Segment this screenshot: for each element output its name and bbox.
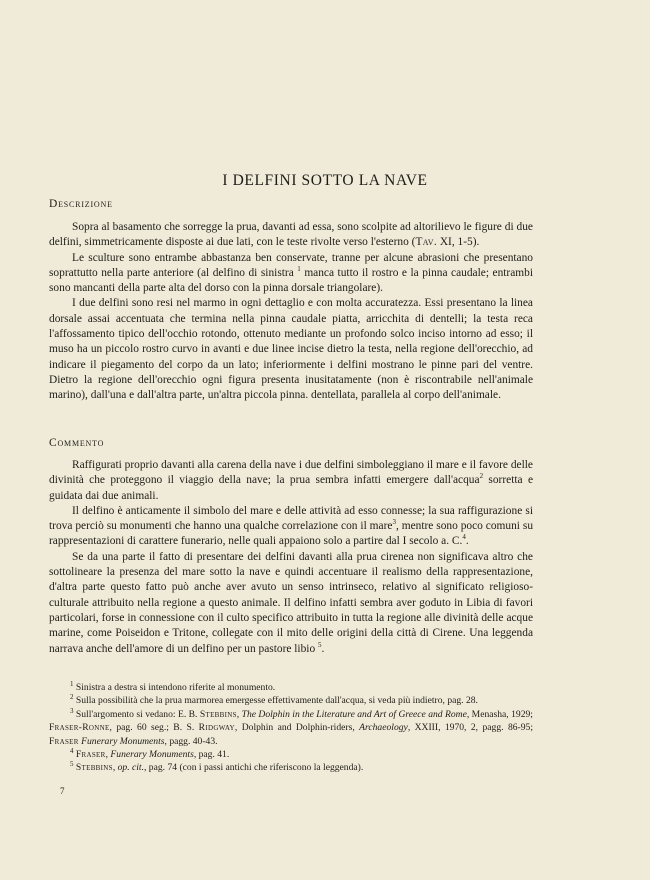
footnote-text: , pag. 60 seg.; B. S. xyxy=(109,722,199,734)
section-heading-descrizione: Descrizione xyxy=(49,198,113,210)
footnote-text: , xyxy=(236,708,242,720)
footnote-marker[interactable]: 1 xyxy=(297,265,301,274)
book-title: Funerary Monuments xyxy=(110,749,194,761)
footnote-4 xyxy=(49,748,533,761)
footnote-marker[interactable]: 2 xyxy=(479,472,484,481)
footnote-text: , xyxy=(112,762,118,774)
paragraph-text: , mentre sono poco comuni su rappresentazioni di carattere funerario, nelle quali appaiono solo a partire dal I secolo a. C. xyxy=(49,520,534,548)
author-name: Fraser xyxy=(49,735,79,747)
footnote-text: , Dolphin and Dolphin-riders, xyxy=(234,722,360,734)
paragraph xyxy=(49,251,533,297)
journal-title: Archaeology xyxy=(359,722,408,734)
footnote-text: , pag. 74 (con i passi antichi che riferiscono la leggenda). xyxy=(144,762,364,774)
paragraph-text: Il delfino è anticamente il simbolo del mare e delle attività ad esso connesse; la sua raffigurazione si trova perciò su monumenti che hanno una qualche correlazione con il mare xyxy=(49,504,533,533)
paragraph xyxy=(49,458,533,504)
footnote-1 xyxy=(49,681,533,694)
paragraph xyxy=(49,550,533,657)
footnote-text: , pag. 41. xyxy=(193,749,230,761)
footnote-text: Sull'argomento si vedano: E. B. xyxy=(75,708,200,720)
author-name: Ridgway xyxy=(198,722,235,734)
commento-body xyxy=(49,458,533,657)
footnote-number: 5 xyxy=(70,760,74,769)
footnote-5 xyxy=(49,761,533,774)
author-name: Fraser-Ronne xyxy=(49,722,110,734)
footnote-text: , XXIII, 1970, 2, pagg. 86-95; xyxy=(407,722,533,734)
paragraph-text: Raffigurati proprio davanti alla carena della nave i due delfini simboleggiano il mare e il favore delle divinità che proteggono il viaggio della nave; la prua sembra infatti emergere dall'acqua xyxy=(49,459,533,487)
footnote-text: , xyxy=(105,749,111,761)
paragraph: I due delfini sono resi nel marmo in ogni dettaglio e con molta accuratezza. Essi presentano la linea dorsale assai accentuata che termina nella pinna caudale piatta, arricchita di dentelli; la testa reca l'affossamento tipico dell'occhio rotondo, ottenuto mediante un profondo solco inciso intorno ad esso; il muso ha un piccolo rostro curvo in avanti e due linee incise dietro la testa, nella regione dell'orecchio, ad indicare il piegamento del corpo da un lato; inferiormente i delfini mostrano le pinne pari del ventre. Dietro la regione dell'orecchio ogni figura presenta inusitatamente (non è riscontrabile nell'animale marino), dall'una e dall'altra parte, un'altra piccola pinna. dentellata, parallela al corpo dell'animale. xyxy=(49,297,533,402)
footnote-3 xyxy=(49,708,533,748)
paragraph-text: manca tutto il rostro e la pinna caudale; entrambi sono mancanti della parte alta del dorso con la pinna dorsale triangolare). xyxy=(49,266,533,295)
footnotes xyxy=(49,681,533,775)
descrizione-body xyxy=(49,220,533,404)
footnote-number: 4 xyxy=(70,746,74,755)
author-name: Fraser xyxy=(75,749,106,761)
paragraph xyxy=(49,220,533,251)
chapter-title: I DELFINI SOTTO LA NAVE xyxy=(222,172,428,189)
footnote-text: , Menasha, 1929; xyxy=(466,708,533,720)
footnote-text: Sinistra a destra si intendono riferite al monumento. xyxy=(75,682,276,693)
footnote-text: Sulla possibilità che la prua marmorea emergesse effettivamente dall'acqua, si veda più indietro, pag. 28. xyxy=(75,695,478,707)
page-number: 7 xyxy=(60,786,65,796)
footnote-marker[interactable]: 5 xyxy=(318,640,322,649)
book-title: The Dolphin in the Literature and Art of Greece and Rome xyxy=(241,708,467,720)
plate-reference-numbers: XI, 1-5). xyxy=(436,236,480,249)
book-title: Funerary Monuments xyxy=(81,735,165,747)
citation-abbrev: op. cit. xyxy=(117,762,144,774)
footnote-text: , pagg. 40-43. xyxy=(164,735,218,747)
author-name: Stebbins xyxy=(75,762,113,774)
paragraph xyxy=(49,504,533,550)
section-heading-commento: Commento xyxy=(49,437,105,449)
paragraph-text: . xyxy=(465,535,469,548)
plate-reference: Tav. xyxy=(415,236,437,249)
footnote-number: 2 xyxy=(70,693,74,702)
footnote-2 xyxy=(49,694,533,707)
author-name: Stebbins xyxy=(199,708,237,720)
footnote-marker[interactable]: 4 xyxy=(462,533,466,542)
footnote-marker[interactable]: 3 xyxy=(392,518,396,527)
footnote-number: 1 xyxy=(70,679,74,688)
footnote-number: 3 xyxy=(70,706,74,715)
paragraph-text: Le sculture sono entrambe abbastanza ben conservate, tranne per alcune abrasioni che presentano soprattutto nella parte anteriore (al delfino di sinistra xyxy=(49,251,533,279)
paragraph-text: . xyxy=(321,642,325,655)
paragraph-text: Sopra al basamento che sorregge la prua, davanti ad essa, sono scolpite ad altorilievo le figure di due delfini, simmetricamente disposte ai due lati, con le teste rivolte verso l'esterno ( xyxy=(49,221,533,249)
paragraph-text: sorretta e guidata dai due animali. xyxy=(49,474,533,502)
paragraph-text: Se da una parte il fatto di presentare dei delfini davanti alla prua cirenea non significava altro che sottolineare la presenza del mare sotto la nave e quindi accentuare il realismo della rappresentazione, d'altra parte questo fatto può anche aver avuto un senso intrinseco, relativo al significato religioso-culturale attribuito nella regione a questo animale. Il delfino infatti sembra aver goduto in Libia di favori particolari, forse in connessione con il culto specifico attribuito in tutta la regione alle divinità delle acque marine, come Poiseidon e Tritone, collegate con il mito delle origini della città di Cirene. Una leggenda narrava anche dell'amore di un delfino per un pastore libio xyxy=(49,550,533,655)
